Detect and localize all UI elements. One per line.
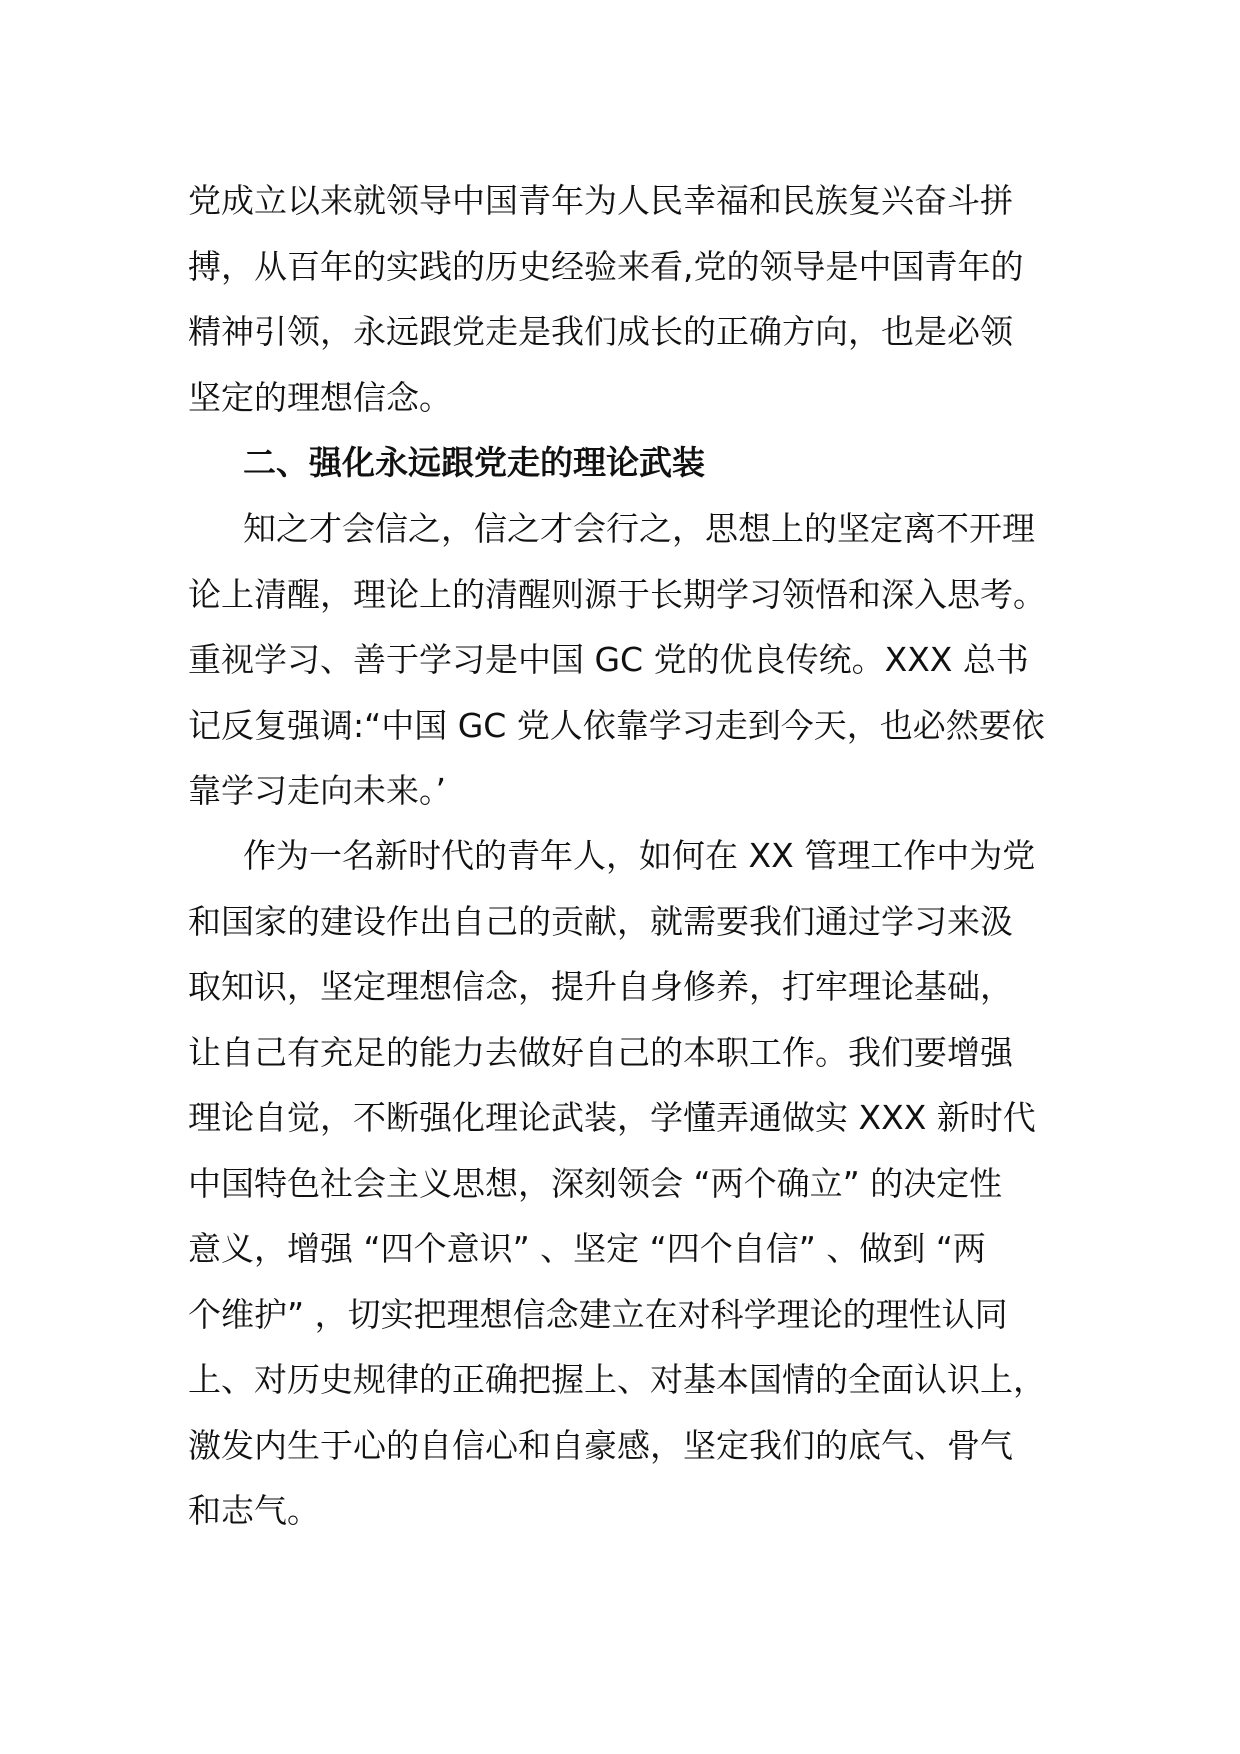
paragraph-2 [188, 496, 1046, 824]
paragraph-1-line: 搏，从百年的实践的历史经验来看,党的领导是中国青年的 [188, 246, 1024, 286]
paragraph-3-line: 意义，增强 “四个意识” 、坚定 “四个自信” 、做到 “两 [188, 1229, 986, 1268]
paragraph-3-line: 激发内生于心的自信心和自豪感，坚定我们的底气、骨气 [188, 1425, 1013, 1465]
paragraph-2-line: 记反复强调:“中国 GC 党人依靠学习走到今天，也必然要依 [188, 705, 1045, 745]
paragraph-2-line: 论上清醒，理论上的清醒则源于长期学习领悟和深入思考。 [188, 574, 1046, 614]
paragraph-3-line: 让自己有充足的能力去做好自己的本职工作。我们要增强 [188, 1032, 1013, 1072]
paragraph-3-line: 作为一名新时代的青年人，如何在 XX 管理工作中为党 [243, 836, 1036, 875]
paragraph-3-line: 取知识，坚定理想信念，提升自身修养，打牢理论基础， [188, 967, 1013, 1006]
paragraph-3 [188, 823, 1046, 1544]
paragraph-1-line: 坚定的理想信念。 [188, 377, 452, 417]
paragraph-3-line: 中国特色社会主义思想，深刻领会 “两个确立” 的决定性 [188, 1163, 1003, 1203]
paragraph-1-line: 党成立以来就领导中国青年为人民幸福和民族复兴奋斗拼 [188, 181, 1013, 220]
paragraph-2-line: 重视学习、善于学习是中国 GC 党的优良传统。XXX 总书 [188, 640, 1029, 679]
section-heading-text: 二、强化永远跟党走的理论武装 [243, 443, 705, 482]
paragraph-3-line: 上、对历史规律的正确把握上、对基本国情的全面认识上， [188, 1360, 1046, 1399]
paragraph-3-line: 和志气。 [188, 1491, 320, 1530]
paragraph-1-line: 精神引领，永远跟党走是我们成长的正确方向，也是必领 [188, 312, 1013, 351]
paragraph-2-line: 靠学习走向未来。’ [188, 771, 446, 810]
paragraph-3-line: 和国家的建设作出自己的贡献，就需要我们通过学习来汲 [188, 901, 1013, 941]
section-heading [188, 430, 705, 496]
paragraph-3-line: 理论自觉，不断强化理论武装，学懂弄通做实 XXX 新时代 [188, 1098, 1036, 1137]
paragraph-3-line: 个维护” ，切实把理想信念建立在对科学理论的理性认同 [188, 1294, 1008, 1334]
paragraph-1 [188, 168, 1024, 430]
paragraph-2-line: 知之才会信之，信之才会行之，思想上的坚定离不开理 [243, 509, 1035, 548]
